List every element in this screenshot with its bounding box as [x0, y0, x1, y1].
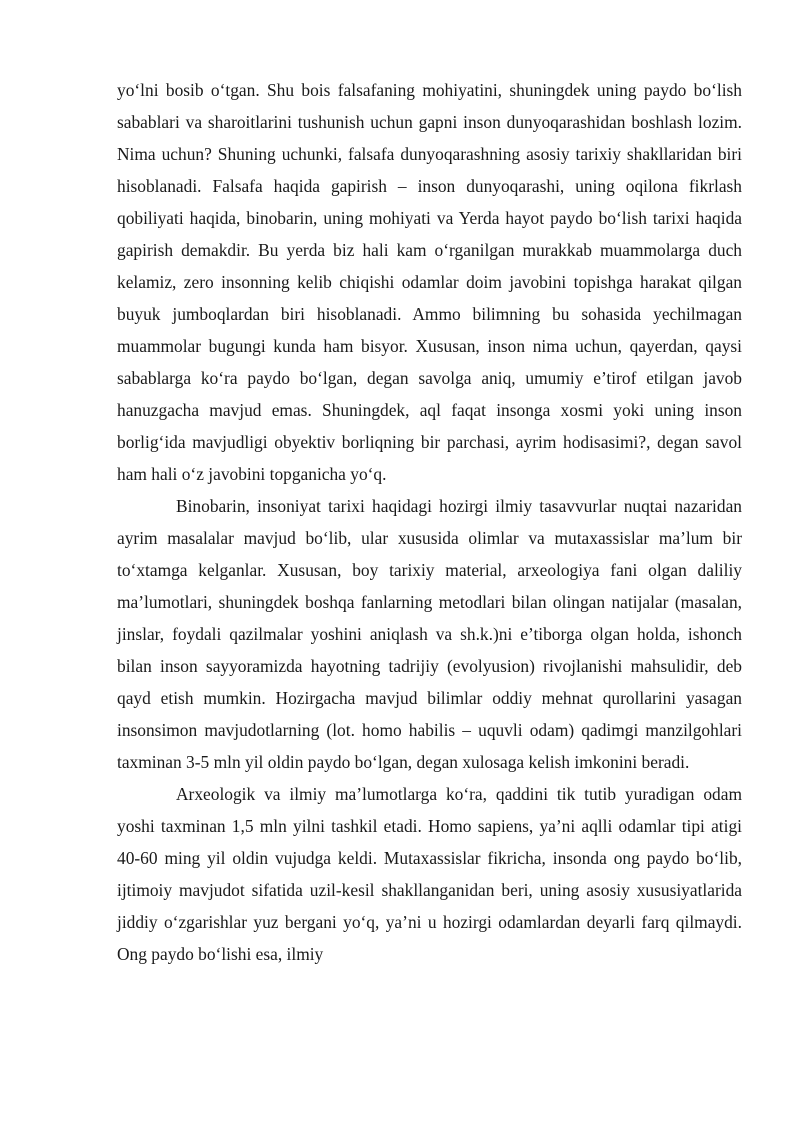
paragraph-binobarin: Binobarin, insoniyat tarixi haqidagi hozirgi ilmiy tasavvurlar nuqtai nazaridan ayrim masalalar mavjud bo‘lib, ular xususida olimlar va mutaxassislar ma’lum bir to‘xtamga kelganlar. Xususan, boy tarixiy material, arxeologiya fani olgan daliliy ma’lumotlari, shuningdek boshqa fanlarning metodlari bilan olingan natijalar (masalan, jinslar, foydali qazilmalar yoshini aniqlash va sh.k.)ni e’tiborga olgan holda, ishonch bilan inson sayyoramizda hayotning tadrijiy (evolyusion) rivojlanishi mahsulidir, deb qayd etish mumkin. Hozirgacha mavjud bilimlar oddiy mehnat qurollarini yasagan insonsimon mavjudotlarning (lot. homo habilis – uquvli odam) qadimgi manzilgohlari taxminan 3-5 mln yil oldin paydo bo‘lgan, degan xulosaga kelish imkonini beradi. — [117, 496, 742, 772]
paragraph-arxeologik: Arxeologik va ilmiy ma’lumotlarga ko‘ra, qaddini tik tutib yuradigan odam yoshi taxminan 1,5 mln yilni tashkil etadi. Homo sapiens, ya’ni aqlli odamlar tipi atigi 40-60 ming yil oldin vujudga keldi. Mutaxassislar fikricha, insonda ong paydo bo‘lib, ijtimoiy mavjudot sifatida uzil-kesil shakllanganidan beri, uning asosiy xususiyatlarida jiddiy o‘zgarishlar yuz bergani yo‘q, ya’ni u hozirgi odamlardan deyarli farq qilmaydi. Ong paydo bo‘lishi esa, ilmiy — [117, 784, 742, 964]
paragraph-continuation: yo‘lni bosib o‘tgan. Shu bois falsafaning mohiyatini, shuningdek uning paydo bo‘lish sabablari va sharoitlarini tushunish uchun gapni inson dunyoqarashidan boshlash lozim. Nima uchun? Shuning uchunki, falsafa dunyoqarashning asosiy tarixiy shakllaridan biri hisoblanadi. Falsafa haqida gapirish – inson dunyoqarashi, uning oqilona fikrlash qobiliyati haqida, binobarin, uning mohiyati va Yerda hayot paydo bo‘lish tarixi haqida gapirish demakdir. Bu yerda biz hali kam o‘rganilgan murakkab muammolarga duch kelamiz, zero insonning kelib chiqishi odamlar doim javobini topishga harakat qilgan buyuk jumboqlardan biri hisoblanadi. Ammo bilimning bu sohasida yechilmagan muammolar bugungi kunda ham bisyor. Xususan, inson nima uchun, qayerdan, qaysi sabablarga ko‘ra paydo bo‘lgan, degan savolga aniq, umumiy e’tirof etilgan javob hanuzgacha mavjud emas. Shuningdek, aql faqat insonga xosmi yoki uning inson borlig‘ida mavjudligi obyektiv borliqning bir parchasi, ayrim hodisasimi?, degan savol ham hali o‘z javobini topganicha yo‘q. — [117, 80, 742, 484]
